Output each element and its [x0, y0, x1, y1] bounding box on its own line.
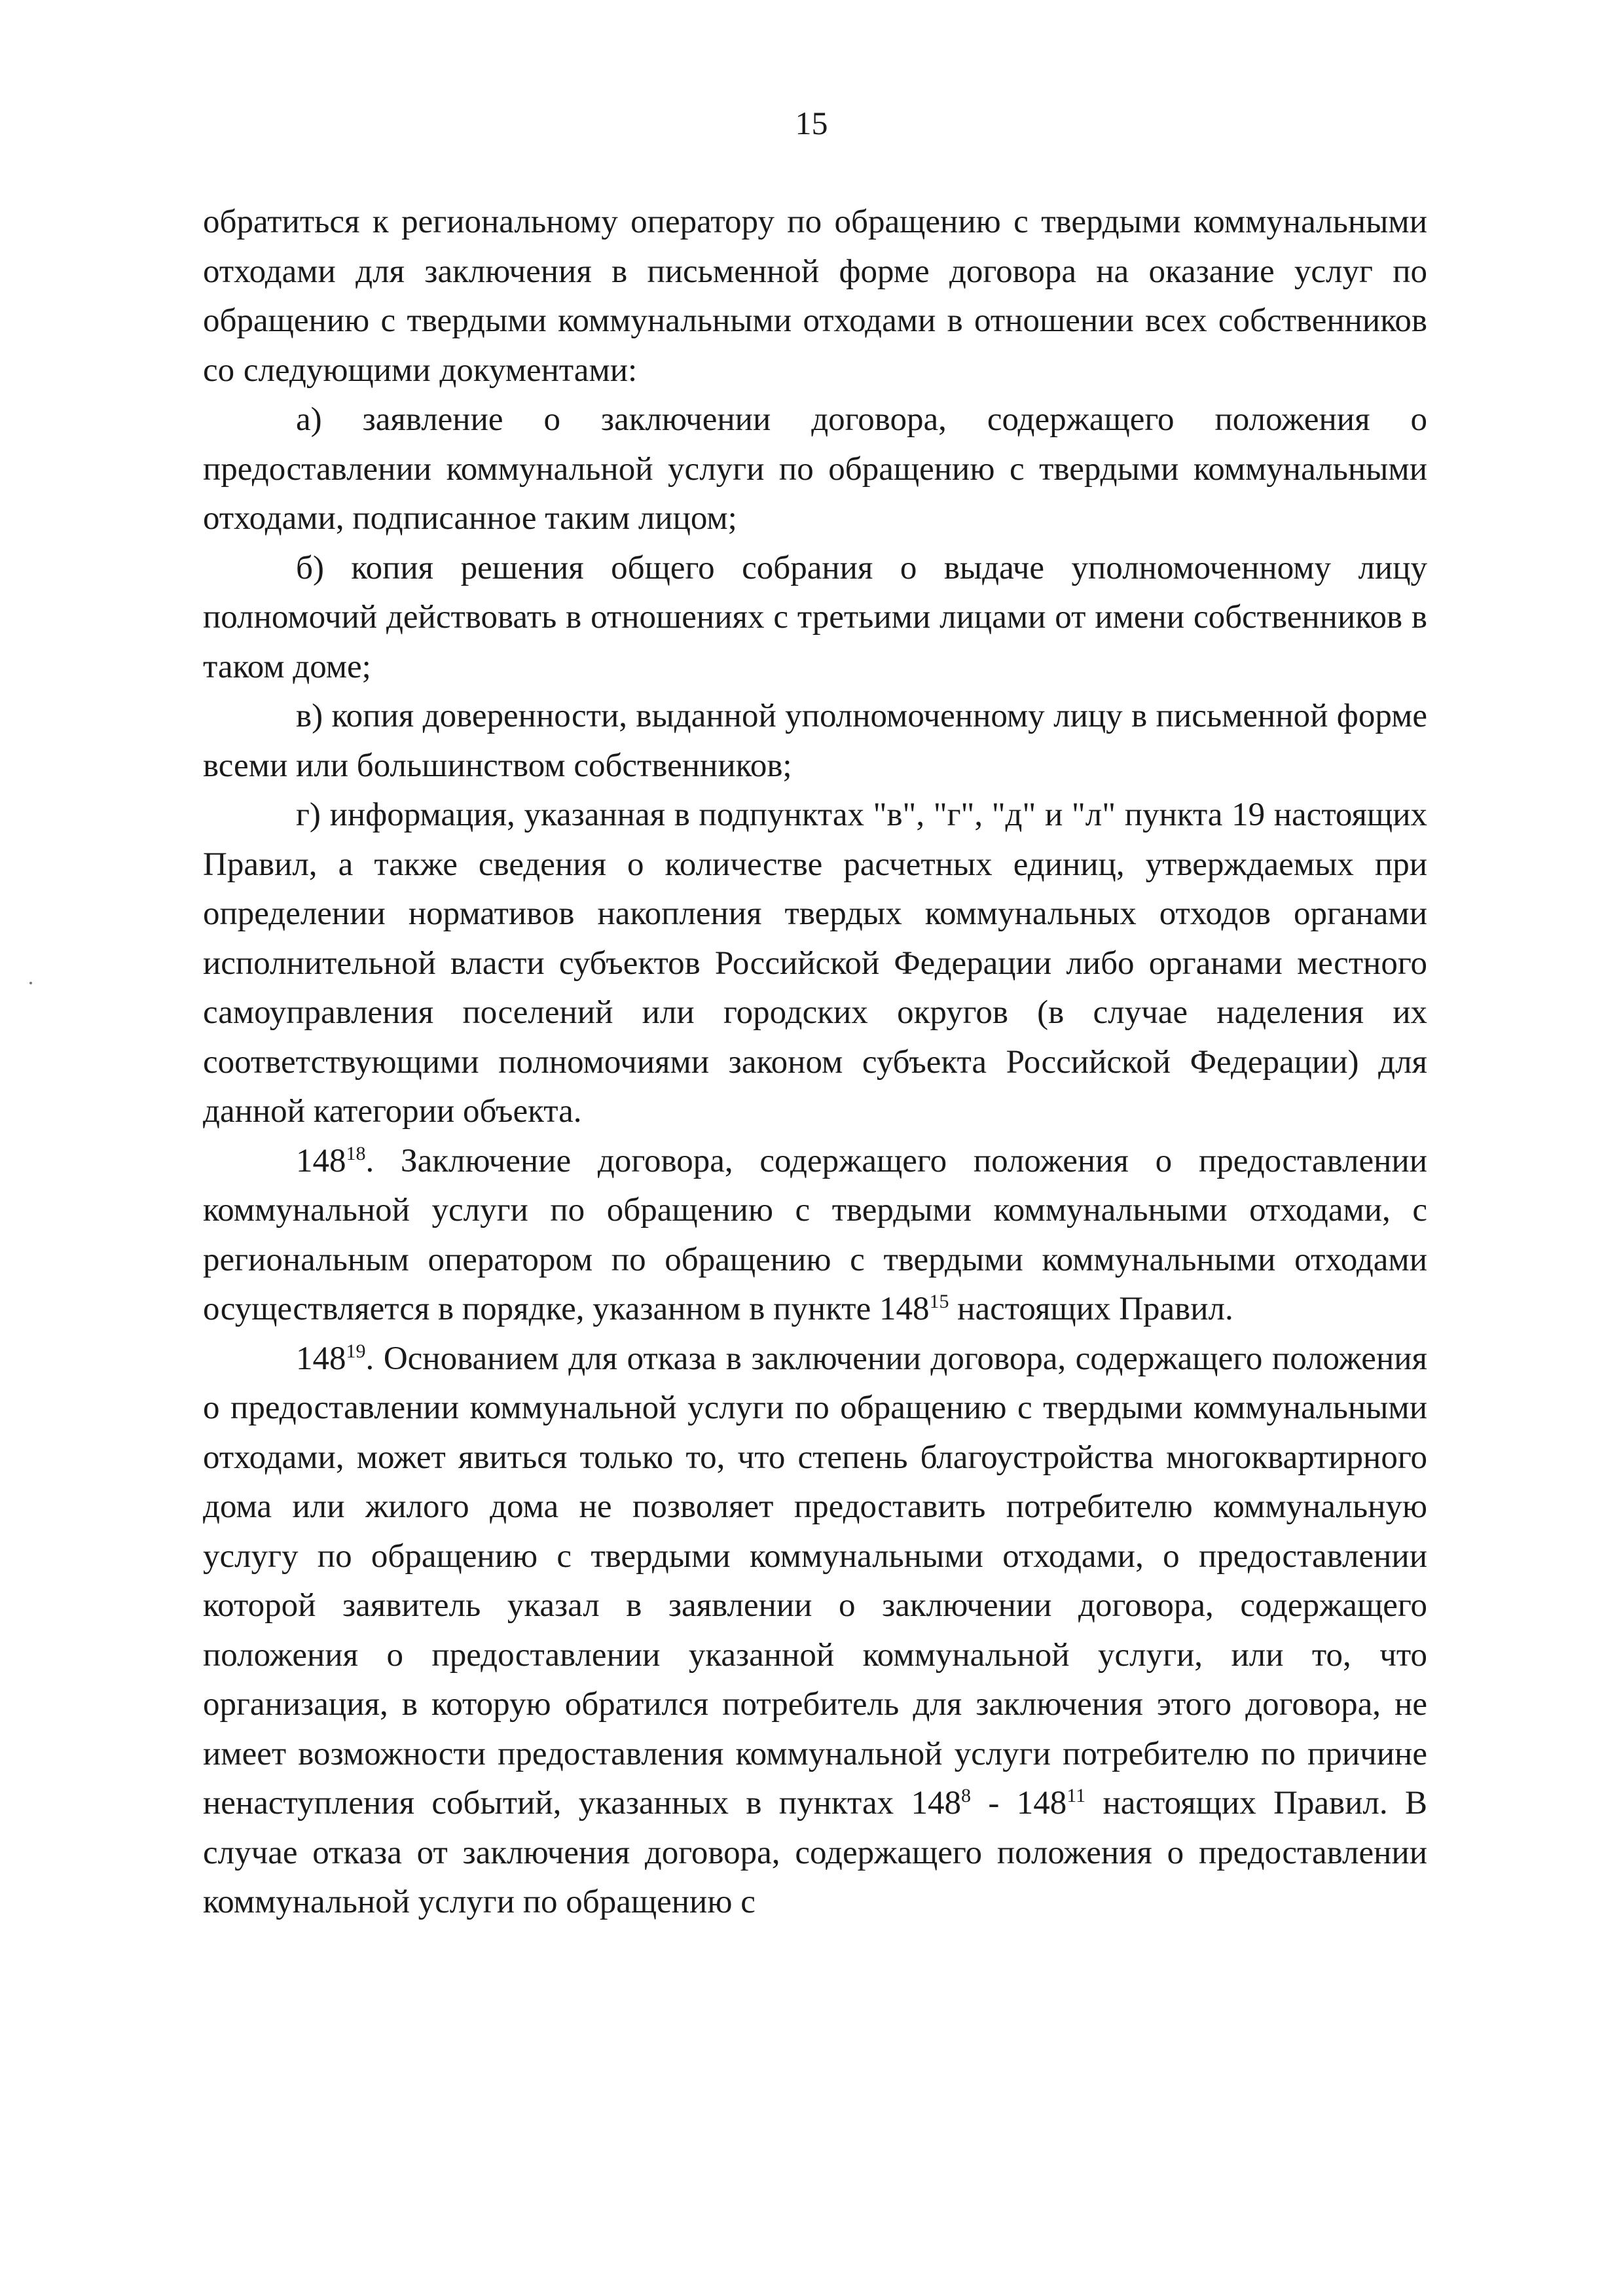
reference-number: 148 — [879, 1291, 930, 1327]
reference-superscript: 15 — [929, 1291, 949, 1312]
clause-text-end: настоящих Правил. В случае отказа от заключения договора, содержащего положения о предоставлении коммунальной услуги по обращению с — [203, 1785, 1427, 1920]
reference-number: 148 — [911, 1785, 961, 1821]
paragraph-item-v: в) копия доверенности, выданной уполномоченному лицу в письменной форме всеми или большинством собственников; — [203, 698, 1427, 784]
clause-text-end: настоящих Правил. — [949, 1291, 1233, 1327]
reference-superscript: 8 — [960, 1785, 971, 1806]
paragraph-item-g: г) информация, указанная в подпунктах "в", "г", "д" и "л" пункта 19 настоящих Правил, а также сведения о количестве расчетных единиц, утверждаемых при определении нормативов накопления твердых коммунальных отходов органами исполнительной власти субъектов Российской Федерации либо органами местного самоуправления поселений или городских округов (в случае наделения их соответствующими полномочиями законом субъекта Российской Федерации) для данной категории объекта. — [203, 797, 1427, 1130]
document-body — [203, 198, 1427, 1928]
reference-number: 148 — [1016, 1785, 1067, 1821]
scan-artifact — [29, 982, 32, 984]
clause-superscript: 19 — [346, 1340, 366, 1362]
page-number: 15 — [795, 105, 828, 141]
clause-number: 148 — [296, 1340, 346, 1377]
paragraph-item-b: б) копия решения общего собрания о выдаче уполномоченному лицу полномочий действовать в отношениях с третьими лицами от имени собственников в таком доме; — [203, 549, 1427, 685]
paragraph-148-19 — [203, 1335, 1427, 1928]
reference-superscript: 11 — [1067, 1785, 1086, 1806]
paragraph-148-18 — [203, 1137, 1427, 1335]
paragraph-item-a: а) заявление о заключении договора, содержащего положения о предоставлении коммунальной услуги по обращению с твердыми коммунальными отходами, подписанное таким лицом; — [203, 401, 1427, 537]
clause-text: . Заключение договора, содержащего положения о предоставлении коммунальной услуги по обращению с твердыми коммунальными отходами, с региональным оператором по обращению с твердыми коммунальными отходами осуществляется в порядке, указанном в пункте — [203, 1142, 1427, 1327]
clause-superscript: 18 — [346, 1142, 366, 1164]
paragraph-continuation: обратиться к региональному оператору по обращению с твердыми коммунальными отходами для заключения в письменной форме договора на оказание услуг по обращению с твердыми коммунальными отходами в отношении всех собственников со следующими документами: — [203, 204, 1427, 389]
reference-dash: - — [970, 1785, 1017, 1821]
clause-text: . Основанием для отказа в заключении договора, содержащего положения о предоставлении коммунальной услуги по обращению с твердыми коммунальными отходами, может явиться только то, что степень благоустройства многоквартирного дома или жилого дома не позволяет предоставить потребителю коммунальную услугу по обращению с твердыми коммунальными отходами, о предоставлении которой заявитель указал в заявлении о заключении договора, содержащего положения о предоставлении указанной коммунальной услуги, или то, что организация, в которую обратился потребитель для заключения этого договора, не имеет возможности предоставления коммунальной услуги потребителю по причине ненаступления событий, указанных в пунктах — [203, 1340, 1427, 1821]
clause-number: 148 — [296, 1142, 346, 1179]
